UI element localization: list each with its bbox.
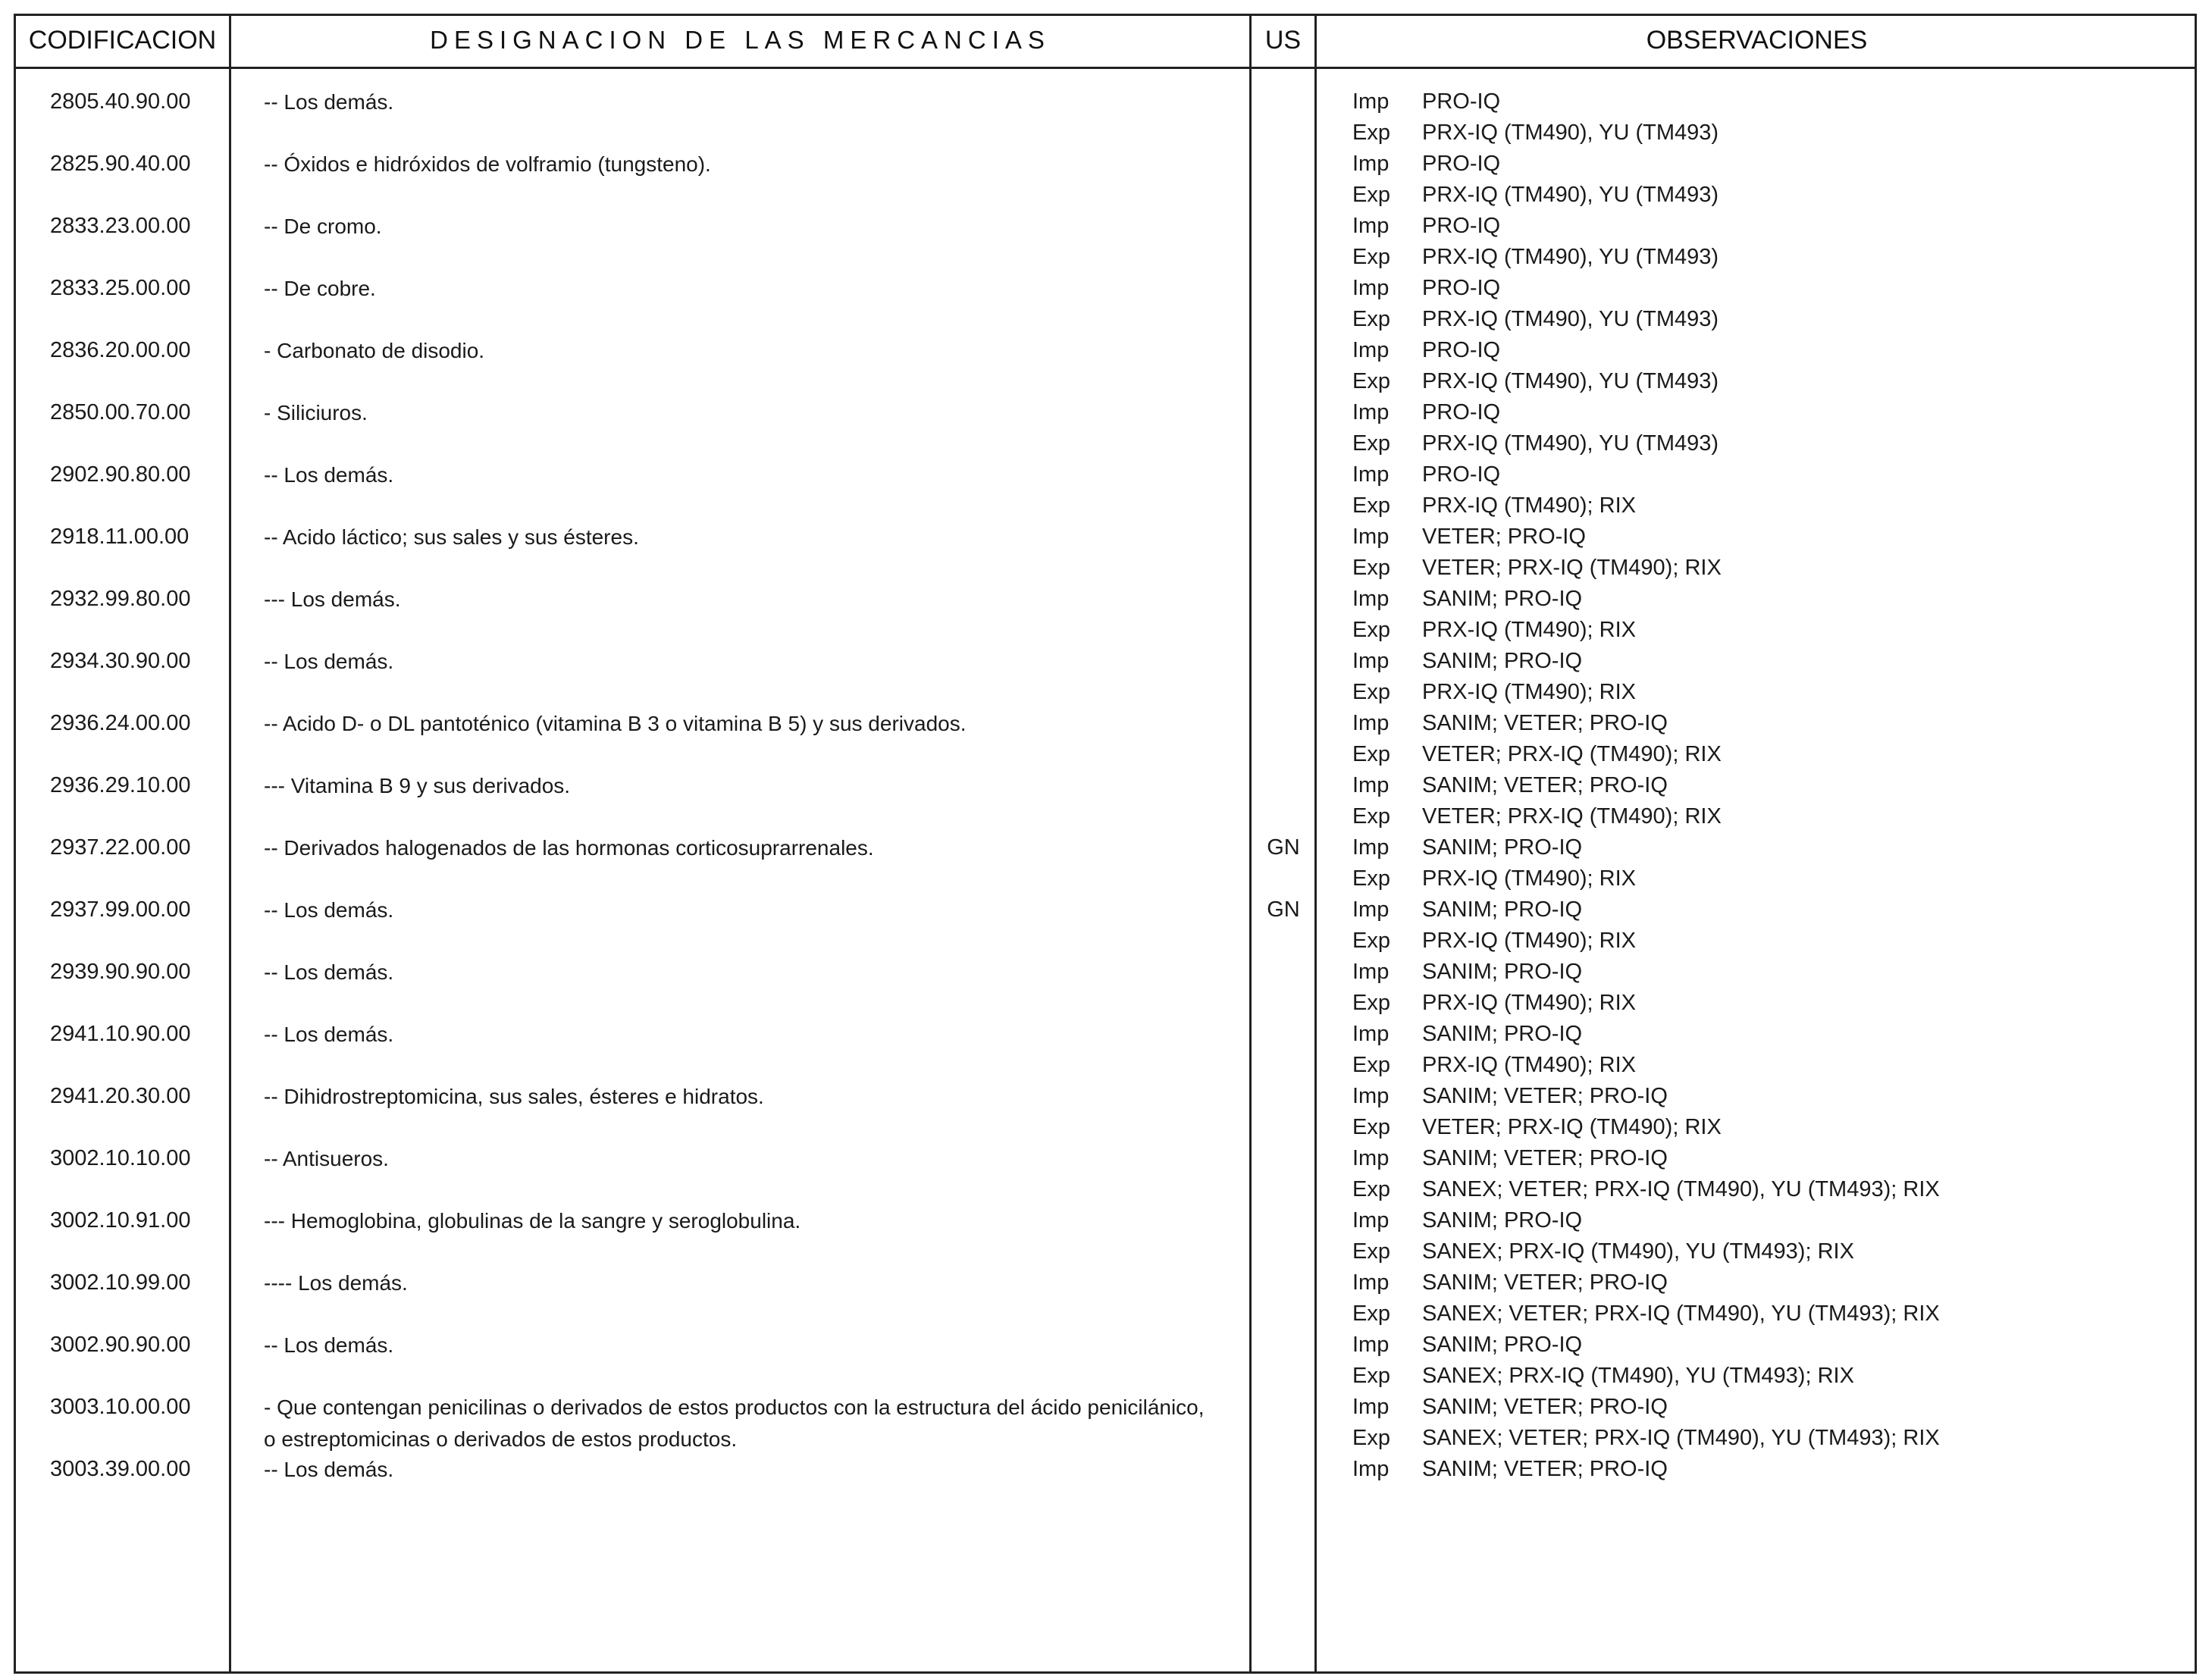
tariff-code: 3003.39.00.00 [50,1457,191,1481]
tariff-code: 2833.25.00.00 [50,276,191,300]
observation-text: PRX-IQ (TM490); RIX [1422,866,1636,891]
observation-type: Imp [1352,897,1390,922]
goods-description: -- Óxidos e hidróxidos de volframio (tungsteno). [264,152,711,176]
observation-text: VETER; PRO-IQ [1422,525,1586,549]
observation-type: Exp [1352,804,1390,829]
observation-type: Imp [1352,1208,1390,1233]
observation-line [0,121,2212,152]
observation-text: PRX-IQ (TM490), YU (TM493) [1422,121,1719,145]
tariff-code: 2825.90.40.00 [50,152,191,176]
observation-type: Exp [1352,1426,1390,1450]
observation-line [0,991,2212,1022]
goods-description: -- Antisueros. [264,1147,389,1170]
observation-line [0,1208,2212,1239]
observation-type: Imp [1352,1395,1390,1419]
observation-type: Exp [1352,1053,1390,1077]
tariff-code: 2941.20.30.00 [50,1084,191,1108]
observation-line [0,680,2212,711]
observation-text: SANIM; VETER; PRO-IQ [1422,1395,1668,1419]
header-divider [14,67,2197,69]
observation-line [0,711,2212,742]
observation-line [0,245,2212,276]
observation-text: PRX-IQ (TM490), YU (TM493) [1422,183,1719,207]
goods-description: -- Acido D- o DL pantoténico (vitamina B 3 o vitamina B 5) y sus derivados. [264,712,967,735]
observation-line [0,89,2212,121]
observation-text: SANIM; PRO-IQ [1422,1333,1583,1357]
header-designacion: DESIGNACION DE LAS MERCANCIAS [430,26,1051,54]
observation-type: Imp [1352,1022,1390,1046]
observation-text: PRO-IQ [1422,338,1501,362]
observation-type: Imp [1352,338,1390,362]
observation-text: SANEX; PRX-IQ (TM490), YU (TM493); RIX [1422,1364,1854,1388]
observation-text: PRX-IQ (TM490); RIX [1422,493,1636,518]
observation-line [0,1146,2212,1177]
observation-type: Imp [1352,587,1390,611]
tariff-code: 2932.99.80.00 [50,587,191,611]
observation-line [0,835,2212,866]
observation-line [0,400,2212,431]
observation-text: PRX-IQ (TM490), YU (TM493) [1422,245,1719,269]
goods-description: -- Los demás. [264,1023,394,1046]
observation-text: SANIM; VETER; PRO-IQ [1422,1457,1668,1481]
observation-line [0,1239,2212,1270]
observation-type: Exp [1352,680,1390,704]
observation-line [0,773,2212,804]
goods-description: -- Los demás. [264,1458,394,1481]
tariff-code: 2836.20.00.00 [50,338,191,362]
observation-line [0,214,2212,245]
observation-text: PRO-IQ [1422,400,1501,424]
goods-description: --- Vitamina B 9 y sus derivados. [264,774,571,797]
observation-line [0,866,2212,897]
observation-text: SANIM; PRO-IQ [1422,897,1583,922]
header-observaciones: OBSERVACIONES [1646,25,1868,55]
observation-line [0,1302,2212,1333]
observation-text: SANIM; VETER; PRO-IQ [1422,711,1668,735]
observation-type: Imp [1352,835,1390,860]
observation-line [0,276,2212,307]
observation-type: Imp [1352,462,1390,487]
goods-description: -- Los demás. [264,1333,394,1357]
observation-line [0,1022,2212,1053]
observation-type: Exp [1352,866,1390,891]
observation-type: Imp [1352,711,1390,735]
observation-line [0,804,2212,835]
observation-line [0,1333,2212,1364]
goods-description: --- Hemoglobina, globulinas de la sangre y seroglobulina. [264,1209,801,1233]
observation-line [0,307,2212,338]
tariff-code: 2850.00.70.00 [50,400,191,424]
observation-line [0,1364,2212,1395]
observation-type: Imp [1352,276,1390,300]
observation-line [0,618,2212,649]
goods-description: -- Los demás. [264,463,394,487]
observation-text: PRX-IQ (TM490); RIX [1422,680,1636,704]
goods-description: --- Los demás. [264,587,401,611]
observation-line [0,1426,2212,1457]
tariff-code: 2936.29.10.00 [50,773,191,797]
observation-type: Imp [1352,152,1390,176]
tariff-code: 2941.10.90.00 [50,1022,191,1046]
observation-line [0,493,2212,525]
observation-text: SANIM; VETER; PRO-IQ [1422,1146,1668,1170]
observation-text: PRO-IQ [1422,276,1501,300]
observation-text: PRX-IQ (TM490), YU (TM493) [1422,431,1719,456]
goods-description: -- Los demás. [264,90,394,114]
observation-text: VETER; PRX-IQ (TM490); RIX [1422,742,1722,766]
observation-line [0,1084,2212,1115]
goods-description: - Siliciuros. [264,401,368,424]
tariff-code: 2934.30.90.00 [50,649,191,673]
observation-text: SANIM; PRO-IQ [1422,960,1583,984]
observation-text: PRO-IQ [1422,89,1501,114]
observation-type: Exp [1352,1364,1390,1388]
tariff-code: 2902.90.80.00 [50,462,191,487]
observation-text: SANIM; VETER; PRO-IQ [1422,773,1668,797]
observation-line [0,462,2212,493]
header-codificacion: CODIFICACION [28,25,217,55]
observation-text: PRX-IQ (TM490); RIX [1422,618,1636,642]
observation-text: SANIM; PRO-IQ [1422,649,1583,673]
observation-type: Exp [1352,1115,1390,1139]
tariff-code: 3003.10.00.00 [50,1395,191,1419]
header-us: US [1264,25,1302,55]
observation-type: Exp [1352,929,1390,953]
observation-type: Imp [1352,89,1390,114]
tariff-code: 2833.23.00.00 [50,214,191,238]
observation-line [0,152,2212,183]
observation-type: Exp [1352,991,1390,1015]
observation-line [0,1395,2212,1426]
observation-line [0,1270,2212,1302]
observation-type: Exp [1352,1177,1390,1201]
goods-description: -- De cobre. [264,277,376,300]
observation-line [0,587,2212,618]
us-code: GN [1267,897,1300,922]
observation-line [0,183,2212,214]
goods-description: -- De cromo. [264,215,382,238]
observation-type: Exp [1352,556,1390,580]
tariff-code: 2918.11.00.00 [50,525,190,549]
tariff-code: 2805.40.90.00 [50,89,191,114]
us-code: GN [1267,835,1300,860]
observation-text: PRO-IQ [1422,152,1501,176]
observation-line [0,369,2212,400]
observation-type: Exp [1352,431,1390,456]
goods-description: - Carbonato de disodio. [264,339,485,362]
observation-type: Exp [1352,183,1390,207]
observation-line [0,929,2212,960]
observation-type: Exp [1352,1302,1390,1326]
goods-description: -- Los demás. [264,898,394,922]
tariff-code: 3002.10.91.00 [50,1208,191,1233]
observation-text: SANEX; VETER; PRX-IQ (TM490), YU (TM493); RIX [1422,1177,1940,1201]
observation-line [0,1115,2212,1146]
observation-type: Exp [1352,493,1390,518]
observation-line [0,338,2212,369]
tariff-code: 2937.99.00.00 [50,897,191,922]
observation-text: VETER; PRX-IQ (TM490); RIX [1422,1115,1722,1139]
observation-text: SANIM; VETER; PRO-IQ [1422,1270,1668,1295]
observation-type: Imp [1352,773,1390,797]
observation-type: Exp [1352,121,1390,145]
goods-description: -- Dihidrostreptomicina, sus sales, ésteres e hidratos. [264,1085,764,1108]
observation-line [0,1177,2212,1208]
goods-description: -- Derivados halogenados de las hormonas corticosuprarrenales. [264,836,874,860]
observation-type: Imp [1352,400,1390,424]
observation-type: Imp [1352,1333,1390,1357]
observation-type: Imp [1352,214,1390,238]
tariff-code: 2939.90.90.00 [50,960,191,984]
observation-type: Exp [1352,369,1390,393]
observation-text: PRX-IQ (TM490); RIX [1422,1053,1636,1077]
observation-text: SANIM; VETER; PRO-IQ [1422,1084,1668,1108]
observation-text: SANEX; VETER; PRX-IQ (TM490), YU (TM493); RIX [1422,1302,1940,1326]
observation-type: Exp [1352,618,1390,642]
goods-description: -- Acido láctico; sus sales y sus ésteres. [264,525,639,549]
tariff-code: 3002.10.99.00 [50,1270,191,1295]
observation-type: Imp [1352,960,1390,984]
observation-type: Exp [1352,742,1390,766]
observation-type: Imp [1352,525,1390,549]
tariff-code: 3002.10.10.00 [50,1146,191,1170]
tariff-code: 2937.22.00.00 [50,835,191,860]
observation-text: PRX-IQ (TM490), YU (TM493) [1422,307,1719,331]
observation-text: SANIM; PRO-IQ [1422,587,1583,611]
observation-type: Imp [1352,1270,1390,1295]
observation-line [0,1053,2212,1084]
observation-text: SANIM; PRO-IQ [1422,1208,1583,1233]
observation-text: VETER; PRX-IQ (TM490); RIX [1422,556,1722,580]
observation-line [0,960,2212,991]
observation-type: Imp [1352,1084,1390,1108]
observation-line [0,525,2212,556]
observation-line [0,897,2212,929]
observation-line [0,431,2212,462]
observation-text: PRX-IQ (TM490), YU (TM493) [1422,369,1719,393]
observation-text: PRX-IQ (TM490); RIX [1422,929,1636,953]
observation-type: Imp [1352,649,1390,673]
observation-type: Exp [1352,307,1390,331]
observation-text: SANIM; PRO-IQ [1422,1022,1583,1046]
observation-line [0,1457,2212,1488]
observation-text: SANIM; PRO-IQ [1422,835,1583,860]
goods-description: ---- Los demás. [264,1271,408,1295]
goods-description: -- Los demás. [264,960,394,984]
tariff-code: 3002.90.90.00 [50,1333,191,1357]
observation-line [0,556,2212,587]
observation-text: VETER; PRX-IQ (TM490); RIX [1422,804,1722,829]
observation-type: Exp [1352,1239,1390,1264]
observation-line [0,742,2212,773]
observation-text: PRO-IQ [1422,462,1501,487]
goods-description: - Que contengan penicilinas o derivados de estos productos con la estructura del ácido penicilánico, o estreptomicinas o derivados de estos productos. [264,1396,1205,1451]
goods-description: -- Los demás. [264,650,394,673]
observation-text: SANEX; VETER; PRX-IQ (TM490), YU (TM493); RIX [1422,1426,1940,1450]
observation-text: SANEX; PRX-IQ (TM490), YU (TM493); RIX [1422,1239,1854,1264]
observation-line [0,649,2212,680]
observation-type: Exp [1352,245,1390,269]
tariff-code: 2936.24.00.00 [50,711,191,735]
observation-text: PRX-IQ (TM490); RIX [1422,991,1636,1015]
observation-type: Imp [1352,1146,1390,1170]
observation-text: PRO-IQ [1422,214,1501,238]
observation-type: Imp [1352,1457,1390,1481]
